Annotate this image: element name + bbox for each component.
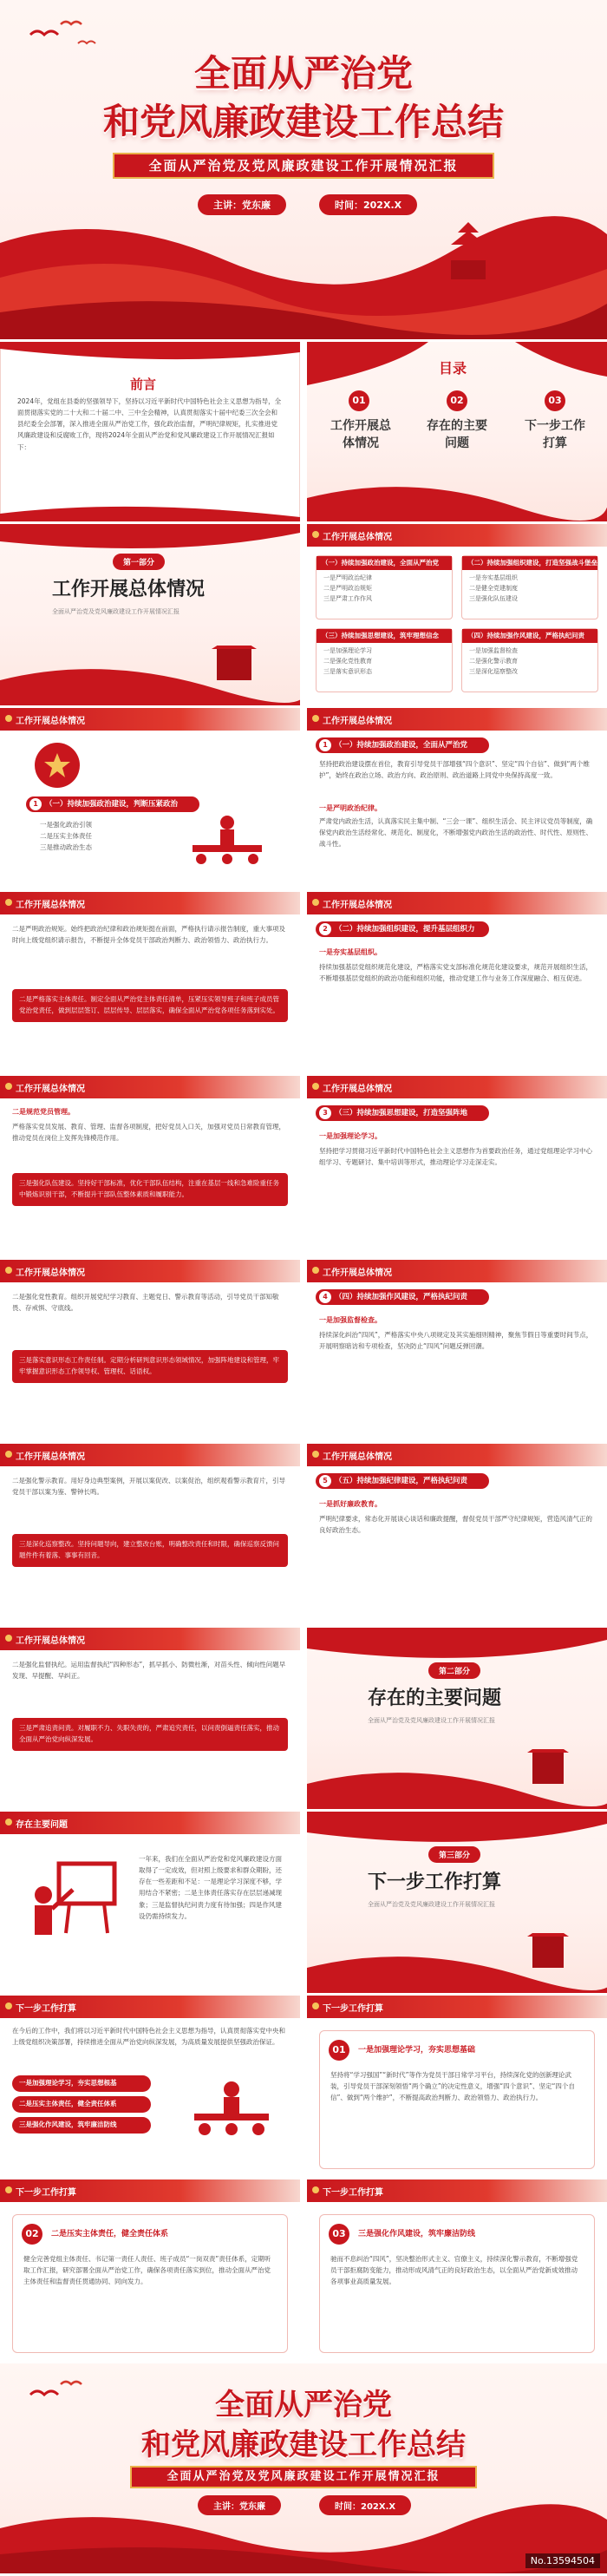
slide-j-subhead: 5 （五）持续加强纪律建设，严格执纪问责: [316, 1473, 489, 1489]
overview-card-4-item: 二是强化警示教育: [469, 657, 518, 665]
next-d-text: 驰而不息纠治“四风”，坚决整治形式主义、官僚主义，持续深化警示教育，不断增强党员干部拒腐防变能力，推动形成风清气正的良好政治生态，以全面从严治党新成效推动各项事业高质量发展。: [330, 2255, 578, 2286]
toc-item-1[interactable]: 工作开展总体情况: [330, 419, 391, 450]
next-b-slide: [307, 1996, 607, 2179]
next-a-btn-1: 一是加强理论学习，夯实思想根基: [12, 2075, 151, 2092]
part2-bottom-wave: [307, 1749, 607, 1812]
toc-title: 目录: [439, 360, 467, 377]
toc-bottom-wave: [307, 472, 607, 524]
slide-d-subhead: 2 （二）持续加强组织建设，提升基层组织力: [316, 921, 489, 937]
problems-slide: [0, 1812, 300, 1996]
slide-j-header: 工作开展总体情况: [307, 1444, 607, 1466]
slide-g-text: 二是强化党性教育。组织开展党纪学习教育、主题党日、警示教育等活动，引导党员干部知敬畏、存戒惧、守底线。: [12, 1293, 279, 1313]
preface-bottom-wave: [0, 498, 300, 524]
overview-card-4-item: 三是深化巡察整改: [469, 667, 518, 675]
preface-slide: [0, 342, 300, 524]
next-d-num: 03: [329, 2224, 349, 2245]
overview-card-1: [316, 555, 453, 619]
part1-title: 工作开展总体情况: [52, 578, 206, 600]
slide-e-box: 三是强化队伍建设。坚持好干部标准，优化干部队伍结构，注重在基层一线和急难险重任务中锻炼识别干部，不断提升干部队伍整体素质和履职能力。: [12, 1173, 288, 1206]
part3-bottom-wave: [307, 1933, 607, 1996]
slide-j-label: 一是抓好廉政教育。: [319, 1500, 382, 1508]
next-b-header: 下一步工作打算: [307, 1996, 607, 2018]
slide-j: [307, 1444, 607, 1628]
presenter-icon: [26, 1855, 121, 1950]
next-b-card: [319, 2030, 595, 2169]
problems-text: 一年来，我们在全面从严治党和党风廉政建设方面取得了一定成效，但对照上级要求和群众期盼，还存在一些差距和不足：一是理论学习深度不够，学用结合不紧密；二是主体责任落实存在层层递减现象；三是监督执纪问责力度有待加强；四是作风建设仍需持续发力。: [139, 1855, 282, 1920]
meeting-icon: [184, 2074, 279, 2152]
toc-num-2: 02: [447, 390, 467, 411]
slide-a: [0, 708, 300, 892]
next-c-card: [12, 2214, 288, 2353]
toc-item-2[interactable]: 存在的主要问题: [427, 419, 487, 450]
slide-b-label: 一是严明政治纪律。: [319, 804, 382, 812]
overview-card-2-title: （二）持续加强组织建设，打造坚强战斗堡垒: [462, 556, 597, 570]
problems-header: 存在主要问题: [0, 1812, 300, 1834]
slide-f-label: 一是加强理论学习。: [319, 1132, 382, 1140]
overview-card-2-item: 三是强化队伍建设: [469, 594, 518, 602]
slide-a-subhead: 1 （一）持续加强政治建设，判断压紧政治: [26, 796, 199, 812]
slide-d-text: 持续加强基层党组织规范化建设，严格落实党支部标准化规范化建设要求，规范开展组织生活，不断增强基层党组织的政治功能和组织功能，推动党建工作与业务工作深度融合、相互促进。: [319, 963, 592, 983]
slide-a-header: 工作开展总体情况: [0, 708, 300, 731]
slide-g-header: 工作开展总体情况: [0, 1260, 300, 1282]
watermark: No.13594504: [525, 2553, 600, 2568]
overview-card-2: [461, 555, 598, 619]
next-b-title: 一是加强理论学习，夯实思想基础: [358, 2046, 476, 2055]
slide-h-subhead: 4 （四）持续加强作风建设，严格执纪问责: [316, 1289, 489, 1305]
part2-tag: 第二部分: [428, 1662, 480, 1679]
slide-c-box: 二是严格落实主体责任。制定全面从严治党主体责任清单，压紧压实领导班子和班子成员管党治党责任，做到层层签订、层层传导、层层落实，确保全面从严治党各项任务落到实处。: [12, 989, 288, 1022]
part2-slide: [307, 1628, 607, 1812]
slide-e-label: 二是规范党员管理。: [12, 1108, 75, 1116]
slide-a-item: 三是推动政治生态: [40, 843, 92, 852]
part1-bottom-wave: [0, 646, 300, 708]
slide-e: [0, 1076, 300, 1260]
end-slide: [0, 2363, 607, 2576]
overview-card-1-title: （一）持续加强政治建设，全面从严治党: [317, 556, 452, 570]
part1-slide: [0, 524, 300, 708]
part1-tag: 第一部分: [113, 554, 165, 570]
next-d-header: 下一步工作打算: [307, 2179, 607, 2202]
slide-g-box: 三是落实意识形态工作责任制。定期分析研判意识形态领域情况，加强阵地建设和管理，牢牢掌握意识形态工作领导权、管理权、话语权。: [12, 1350, 288, 1383]
next-d-slide: [307, 2179, 607, 2363]
next-c-num: 02: [22, 2224, 42, 2245]
preface-top-wave: [0, 342, 300, 377]
part1-sub: 全面从严治党及党风廉政建设工作开展情况汇报: [52, 608, 179, 615]
slide-d-label: 一是夯实基层组织。: [319, 948, 382, 956]
slide-c-header: 工作开展总体情况: [0, 892, 300, 914]
slide-h-label: 一是加强监督检查。: [319, 1316, 382, 1324]
part3-slide: [307, 1812, 607, 1996]
next-a-header: 下一步工作打算: [0, 1996, 300, 2018]
overview-card-3-item: 二是强化党性教育: [323, 657, 372, 665]
next-d-card: [319, 2214, 595, 2353]
slide-c-text: 二是严明政治规矩。始终把政治纪律和政治规矩挺在前面，严格执行请示报告制度，重大事项及时向上级党组织请示报告，不断提升全体党员干部政治判断力、政治领悟力、政治执行力。: [12, 925, 285, 945]
toc-item-3[interactable]: 下一步工作打算: [525, 419, 585, 450]
overview-card-1-item: 二是严明政治规矩: [323, 584, 372, 592]
part2-title: 存在的主要问题: [368, 1687, 502, 1709]
slide-h-header: 工作开展总体情况: [307, 1260, 607, 1282]
slide-a-list: [40, 819, 161, 853]
next-b-text: 坚持将“学习强国”“新时代”等作为党员干部日常学习平台，持续深化党的创新理论武装，引导党员干部深刻领悟“两个确立”的决定性意义，增强“四个意识”、坚定“四个自信”、做到“两个维护”，不断提高政治判断力、政治领悟力、政治执行力。: [330, 2071, 575, 2102]
preface-title: 前言: [130, 377, 157, 392]
slide-b-subhead: 1 （一）持续加强政治建设，全面从严治党: [316, 737, 489, 753]
end-title-line2: 和党风廉政建设工作总结: [141, 2428, 466, 2462]
slide-f-subhead: 3 （三）持续加强思想建设，打造坚强阵地: [316, 1105, 489, 1121]
slide-j-text: 严明纪律要求，常态化开展谈心谈话和廉政提醒，督促党员干部严守纪律规矩，营造风清气正的良好政治生态。: [319, 1515, 592, 1535]
next-c-slide: [0, 2179, 300, 2363]
red-flag-wave: [0, 200, 607, 342]
slide-a-item: 二是压实主体责任: [40, 832, 92, 841]
slide-b-text-1: 坚持把政治建设摆在首位，教育引导党员干部增强“四个意识”、坚定“四个自信”、做到“两个维护”，始终在政治立场、政治方向、政治原则、政治道路上同党中央保持高度一致。: [319, 760, 590, 780]
slide-h: [307, 1260, 607, 1444]
preface-text: 2024年，党组在县委的坚强领导下，坚持以习近平新时代中国特色社会主义思想为指导，全面贯彻落实党的二十大和二十届二中、三中全会精神，认真贯彻落实十届中纪委三次全会和县纪委全会部署，深入推进全面从严治党工作，强化政治监督，严明纪律规矩，扎实推进党风廉政建设和反腐败工作，现将2024年全面从严治党和党风廉政建设工作开展情况汇报如下：: [17, 397, 282, 451]
cover-title-line2: 和党风廉政建设工作总结: [102, 101, 504, 143]
toc-num-1: 01: [349, 390, 369, 411]
slide-b: [307, 708, 607, 892]
temple-icon: [434, 217, 503, 286]
meeting-icon: [184, 810, 271, 871]
overview-card-3-item: 一是加强理论学习: [323, 647, 372, 654]
slide-e-header: 工作开展总体情况: [0, 1076, 300, 1098]
part3-sub: 全面从严治党及党风廉政建设工作开展情况汇报: [368, 1901, 495, 1908]
cover-title-line1: 全面从严治党: [193, 52, 413, 95]
slide-i-box: 三是深化巡察整改。坚持问题导向，建立整改台账，明确整改责任和时限，确保巡察反馈问题件件有着落、事事有回音。: [12, 1534, 288, 1567]
part3-tag: 第三部分: [428, 1846, 480, 1863]
end-speaker: 主讲：党东廉: [198, 2495, 281, 2515]
slide-k-box: 三是严肃追责问责。对履职不力、失职失责的，严肃追究责任，以问责倒逼责任落实，推动全面从严治党向纵深发展。: [12, 1718, 288, 1751]
overview-card-2-item: 二是健全党建制度: [469, 584, 518, 592]
end-red-flag-wave: [0, 2502, 607, 2576]
cover-slide: [0, 0, 607, 342]
slide-d: [307, 892, 607, 1076]
next-a-slide: [0, 1996, 300, 2179]
next-d-title: 三是强化作风建设，筑牢廉洁防线: [358, 2230, 476, 2238]
next-b-num: 01: [329, 2040, 349, 2061]
next-a-btn-2: 二是压实主体责任，健全责任体系: [12, 2096, 151, 2113]
next-c-title: 二是压实主体责任，健全责任体系: [51, 2230, 169, 2238]
next-c-header: 下一步工作打算: [0, 2179, 300, 2202]
overview-card-3-title: （三）持续加强思想建设，筑牢理想信念: [317, 629, 452, 643]
slide-f-header: 工作开展总体情况: [307, 1076, 607, 1098]
slide-c: [0, 892, 300, 1076]
overview-card-4: [461, 628, 598, 692]
end-title-line1: 全面从严治党: [215, 2388, 392, 2422]
next-c-text: 健全完善党组主体责任、书记第一责任人责任、班子成员“一岗双责”责任体系，定期听取工作汇报，研究部署全面从严治党工作，确保各项责任落实到位，推动全面从严治党主体责任和监督责任贯通协同、同向发力。: [23, 2255, 271, 2286]
slide-k-text: 二是强化监督执纪。运用监督执纪“四种形态”，抓早抓小、防微杜渐，对苗头性、倾向性问题早发现、早提醒、早纠正。: [12, 1661, 286, 1681]
overview-card-2-item: 一是夯实基层组织: [469, 574, 518, 581]
overview-slide: [307, 524, 607, 708]
cover-time: 时间：202X.X: [319, 194, 417, 215]
slide-a-badge-icon: [35, 743, 80, 788]
overview-card-3: [316, 628, 453, 692]
overview-card-4-item: 一是加强监督检查: [469, 647, 518, 654]
next-a-btn-3: 三是强化作风建设，筑牢廉洁防线: [12, 2117, 151, 2134]
overview-card-3-item: 三是落实意识形态: [323, 667, 372, 675]
toc-num-3: 03: [545, 390, 565, 411]
cover-subtitle-banner: 全面从严治党及党风廉政建设工作开展情况汇报: [113, 153, 494, 179]
cover-speaker: 主讲：党东廉: [198, 194, 286, 215]
slide-k-header: 工作开展总体情况: [0, 1628, 300, 1650]
slide-g: [0, 1260, 300, 1444]
end-subtitle-banner: 全面从严治党及党风廉政建设工作开展情况汇报: [130, 2466, 477, 2488]
slide-i-text: 二是强化警示教育。用好身边典型案例，开展以案促改、以案促治，组织观看警示教育片，引导党员干部以案为鉴、警钟长鸣。: [12, 1477, 285, 1497]
slide-k: [0, 1628, 300, 1812]
end-time: 时间：202X.X: [319, 2495, 411, 2515]
overview-card-1-item: 一是严明政治纪律: [323, 574, 372, 581]
toc-slide: [307, 342, 607, 524]
overview-header: 工作开展总体情况: [307, 524, 607, 547]
overview-card-4-title: （四）持续加强作风建设，严格执纪问责: [462, 629, 597, 643]
slide-i-header: 工作开展总体情况: [0, 1444, 300, 1466]
slide-e-text: 严格落实党员发展、教育、管理、监督各项制度，把好党员入口关，加强对党员日常教育管理，推动党员在岗位上发挥先锋模范作用。: [12, 1123, 285, 1143]
slide-f: [307, 1076, 607, 1260]
slide-b-header: 工作开展总体情况: [307, 708, 607, 731]
slide-i: [0, 1444, 300, 1628]
part2-sub: 全面从严治党及党风廉政建设工作开展情况汇报: [368, 1717, 495, 1724]
part3-title: 下一步工作打算: [368, 1871, 502, 1893]
next-a-text: 在今后的工作中，我们将以习近平新时代中国特色社会主义思想为指导，认真贯彻落实党中央和上级党组织决策部署，持续推进全面从严治党向纵深发展，为高质量发展提供坚强政治保证。: [12, 2027, 285, 2047]
slide-a-item: 一是强化政治引领: [40, 821, 92, 829]
slide-d-header: 工作开展总体情况: [307, 892, 607, 914]
slide-f-text: 坚持把学习贯彻习近平新时代中国特色社会主义思想作为首要政治任务，通过党组理论学习中心组学习、专题研讨、集中培训等形式，推动理论学习走深走实。: [319, 1147, 592, 1167]
overview-card-1-item: 三是严肃工作作风: [323, 594, 372, 602]
slide-b-text-2: 严肃党内政治生活，认真落实民主集中制、“三会一课”、组织生活会、民主评议党员等制度，确保党内政治生活经常化、规范化、制度化，不断增强党内政治生活的政治性、时代性、原则性、战斗性。: [319, 817, 593, 849]
slide-h-text: 持续深化纠治“四风”，严格落实中央八项规定及其实施细则精神，聚焦节假日等重要时间节点，开展明察暗访和专项检查，坚决防止“四风”问题反弹回潮。: [319, 1331, 593, 1351]
